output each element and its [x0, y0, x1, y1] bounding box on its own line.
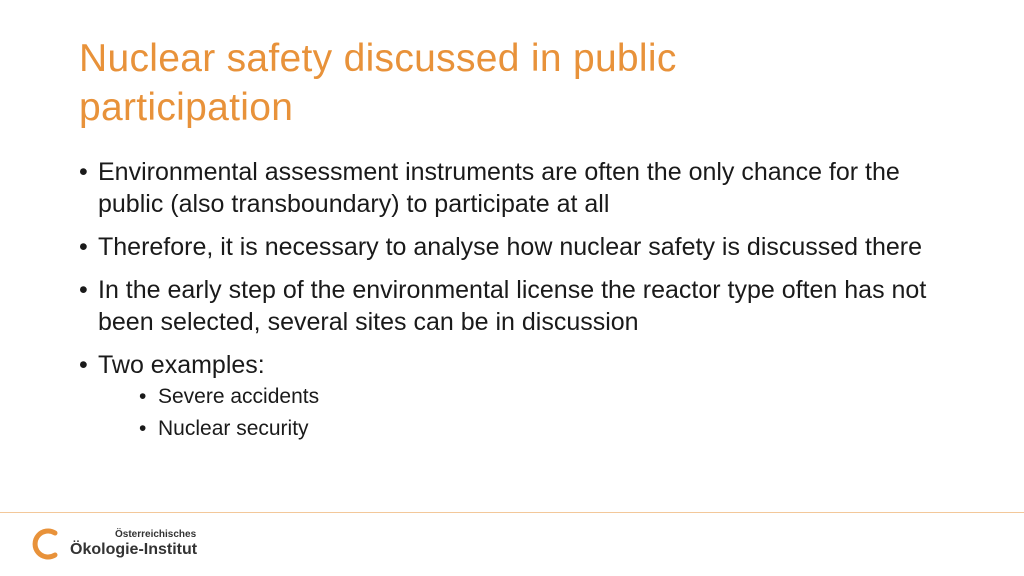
bullet-text: Environmental assessment instruments are often the only chance for the public (also transboundary) to participate at all: [98, 158, 900, 218]
logo-line2: Ökologie-Institut: [70, 541, 198, 558]
bullet-item: [76, 274, 956, 338]
bullet-text: Therefore, it is necessary to analyse how nuclear safety is discussed there: [98, 233, 923, 261]
bullet-item: [76, 231, 956, 263]
logo-line1: Österreichisches: [115, 529, 197, 540]
bullet-text: In the early step of the environmental license the reactor type often has not been selected, several sites can be in discussion: [98, 276, 927, 336]
sub-bullet-item: [136, 381, 956, 413]
bullet-item: [76, 156, 956, 220]
bullet-list: [76, 156, 956, 445]
sub-bullet-text: Nuclear security: [158, 417, 309, 440]
institute-logo: [28, 525, 197, 563]
sub-bullet-text: Severe accidents: [158, 385, 320, 408]
bullet-item: [76, 349, 956, 445]
bullet-text: Two examples:: [98, 351, 265, 379]
institute-logo-icon: [28, 526, 64, 562]
sub-bullet-list: [98, 381, 956, 445]
footer-divider: [0, 512, 1024, 513]
logo-text: [70, 530, 197, 558]
sub-bullet-item: [136, 413, 956, 445]
slide-title: Nuclear safety discussed in public participation: [79, 37, 677, 129]
